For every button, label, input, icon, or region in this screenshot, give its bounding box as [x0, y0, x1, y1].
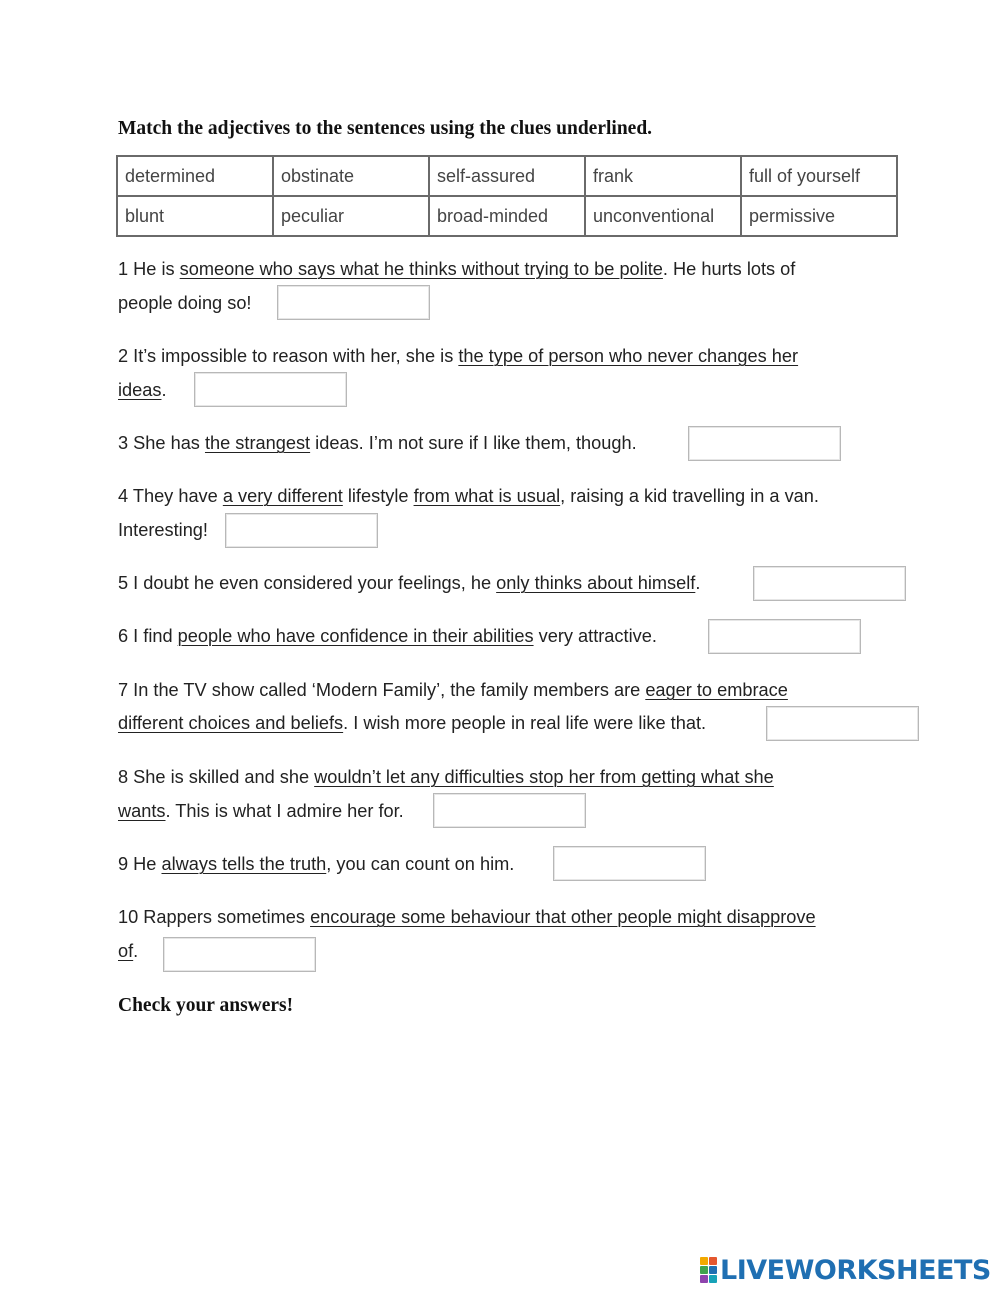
question-1-line-1: 1 He is someone who says what he thinks without trying to be polite. He hurts lots of: [118, 259, 796, 279]
answer-input-4[interactable]: [225, 513, 378, 548]
question-3-line-1: 3 She has the strangest ideas. I’m not sure if I like them, though.: [118, 433, 637, 453]
clue-underlined: people who have confidence in their abilities: [177, 626, 534, 646]
clue-underlined: the type of person who never changes her: [458, 346, 799, 366]
word-option: broad-minded: [429, 196, 585, 236]
question-5-line-1: 5 I doubt he even considered your feelings, he only thinks about himself.: [118, 573, 701, 593]
question-2-line-2: ideas.: [118, 380, 167, 400]
question-7-line-1: 7 In the TV show called ‘Modern Family’, the family members are eager to embrace: [118, 680, 788, 700]
clue-underlined: the strangest: [204, 433, 311, 453]
question-2-line-1: 2 It’s impossible to reason with her, she is the type of person who never changes her: [118, 346, 799, 366]
clue-underlined: a very different: [222, 486, 343, 506]
word-option: obstinate: [273, 156, 429, 196]
liveworksheets-logo: [700, 1255, 991, 1285]
word-option: unconventional: [585, 196, 741, 236]
question-10-line-2: of.: [118, 941, 139, 961]
clue-underlined: of: [118, 941, 134, 961]
word-option: frank: [585, 156, 741, 196]
logo-tiles-icon: [700, 1257, 717, 1283]
question-4-line-2: Interesting!: [118, 520, 208, 540]
clue-underlined: encourage some behaviour that other people might disapprove: [310, 907, 816, 927]
word-option: permissive: [741, 196, 897, 236]
question-6-line-1: 6 I find people who have confidence in their abilities very attractive.: [118, 626, 657, 646]
question-7-line-2: different choices and beliefs. I wish more people in real life were like that.: [118, 713, 707, 733]
logo-text: LIVEWORKSHEETS: [720, 1254, 991, 1286]
word-option: blunt: [117, 196, 273, 236]
clue-underlined: ideas: [118, 380, 162, 400]
clue-underlined: wouldn’t let any difficulties stop her from getting what she: [314, 767, 774, 787]
clue-underlined: eager to embrace: [645, 680, 788, 700]
question-10-line-1: 10 Rappers sometimes encourage some behaviour that other people might disapprove: [118, 907, 816, 927]
clue-underlined: always tells the truth: [161, 854, 327, 874]
question-9-line-1: 9 He always tells the truth, you can count on him.: [118, 854, 515, 874]
question-8-line-2: wants. This is what I admire her for.: [118, 801, 404, 821]
answer-input-5[interactable]: [753, 566, 906, 601]
question-8-line-1: 8 She is skilled and she wouldn’t let any difficulties stop her from getting what she: [118, 767, 774, 787]
word-option: peculiar: [273, 196, 429, 236]
answer-input-1[interactable]: [277, 285, 430, 320]
answer-input-6[interactable]: [708, 619, 861, 654]
answer-input-8[interactable]: [433, 793, 586, 828]
clue-underlined: only thinks about himself: [496, 573, 696, 593]
clue-underlined: wants: [118, 801, 166, 821]
clue-underlined: different choices and beliefs: [118, 713, 344, 733]
answer-input-3[interactable]: [688, 426, 841, 461]
question-4-line-1: 4 They have a very different lifestyle from what is usual, raising a kid travelling in a van.: [118, 486, 819, 506]
word-bank-row: [117, 156, 897, 196]
clue-underlined: someone who says what he thinks without trying to be polite: [179, 259, 663, 279]
word-option: determined: [117, 156, 273, 196]
word-option: self-assured: [429, 156, 585, 196]
answer-input-7[interactable]: [766, 706, 919, 741]
word-bank-row: [117, 196, 897, 236]
answer-input-9[interactable]: [553, 846, 706, 881]
clue-underlined: from what is usual: [413, 486, 561, 506]
check-answers-label: Check your answers!: [118, 995, 294, 1016]
question-1-line-2: people doing so!: [118, 293, 252, 313]
instructions-heading: Match the adjectives to the sentences using the clues underlined.: [118, 118, 653, 139]
word-bank-table: [116, 155, 898, 237]
word-option: full of yourself: [741, 156, 897, 196]
answer-input-10[interactable]: [163, 937, 316, 972]
answer-input-2[interactable]: [194, 372, 347, 407]
